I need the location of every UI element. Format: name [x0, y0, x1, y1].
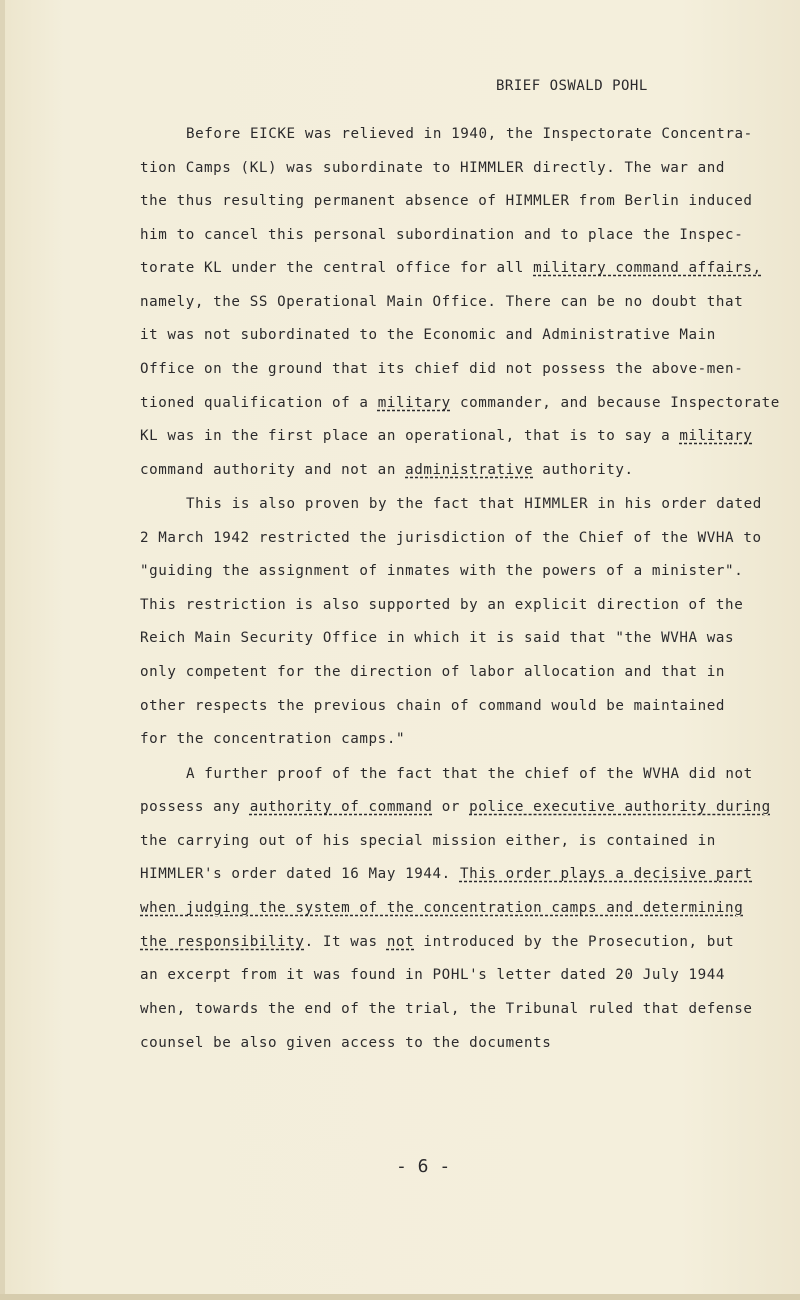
- text-segment: HIMMLER's order dated 16 May 1944.: [140, 866, 460, 882]
- underlined-text: administrative: [405, 462, 534, 478]
- text-line: [140, 934, 734, 950]
- underlined-text: not: [386, 934, 415, 950]
- paper-edge-bottom: [0, 1294, 800, 1300]
- text-line: [140, 428, 753, 444]
- text-segment: namely, the SS Operational Main Office. There can be no doubt that: [140, 294, 744, 310]
- text-line: [140, 361, 743, 377]
- text-segment: the carrying out of his special mission either, is contained in: [140, 833, 716, 849]
- text-line: [140, 530, 762, 546]
- text-segment: the thus resulting permanent absence of HIMMLER from Berlin induced: [140, 193, 753, 209]
- text-segment: This is also proven by the fact that HIMMLER in his order dated: [186, 496, 762, 512]
- text-line: [186, 496, 762, 512]
- text-segment: This restriction is also supported by an explicit direction of the: [140, 597, 744, 613]
- text-line: [140, 227, 743, 243]
- text-segment: an excerpt from it was found in POHL's letter dated 20 July 1944: [140, 967, 726, 983]
- text-segment: Before EICKE was relieved in 1940, the Inspectorate Concentra-: [186, 126, 753, 142]
- underlined-text: authority of command: [249, 799, 433, 815]
- text-line: [140, 327, 716, 343]
- text-line: [140, 193, 753, 209]
- text-line: [140, 1035, 551, 1051]
- text-segment: 2 March 1942 restricted the jurisdiction of the Chief of the WVHA to: [140, 530, 762, 546]
- text-segment: when, towards the end of the trial, the Tribunal ruled that defense: [140, 1001, 753, 1017]
- text-segment: Office on the ground that its chief did not possess the above-men-: [140, 361, 744, 377]
- text-line: [140, 833, 716, 849]
- text-segment: A further proof of the fact that the chief of the WVHA did not: [186, 766, 753, 782]
- text-line: [140, 462, 634, 478]
- text-line: [140, 664, 725, 680]
- text-line: [186, 126, 753, 142]
- text-segment: Reich Main Security Office in which it is said that "the WVHA was: [140, 630, 735, 646]
- text-segment: "guiding the assignment of inmates with the powers of a minister".: [140, 563, 744, 579]
- text-segment: commander, and because Inspectorate: [450, 395, 780, 411]
- text-segment: command authority and not an: [140, 462, 406, 478]
- text-segment: possess any: [140, 799, 250, 815]
- text-line: [140, 731, 405, 747]
- text-segment: it was not subordinated to the Economic and Administrative Main: [140, 327, 716, 343]
- underlined-text: military: [377, 395, 451, 411]
- text-line: [140, 698, 725, 714]
- text-segment: introduced by the Prosecution, but: [414, 934, 735, 950]
- text-segment: for the concentration camps.": [140, 731, 406, 747]
- text-line: [140, 630, 734, 646]
- text-segment: only competent for the direction of labor allocation and that in: [140, 664, 726, 680]
- underlined-text: when judging the system of the concentration camps and determining: [140, 900, 744, 916]
- text-line: [140, 563, 743, 579]
- text-line: [140, 160, 725, 176]
- underlined-text: the responsibility: [140, 934, 305, 950]
- text-line: [140, 799, 771, 815]
- text-line: [140, 967, 725, 983]
- text-line: [140, 597, 743, 613]
- text-segment: other respects the previous chain of command would be maintained: [140, 698, 726, 714]
- underlined-text: police executive authority during: [469, 799, 771, 815]
- text-segment: counsel be also given access to the documents: [140, 1035, 552, 1051]
- text-line: [140, 1001, 753, 1017]
- underlined-text: This order plays a decisive part: [459, 866, 753, 882]
- text-line: [140, 294, 743, 310]
- text-segment: tioned qualification of a: [140, 395, 378, 411]
- text-line: [140, 900, 743, 916]
- underlined-text: military command affairs,: [533, 260, 762, 276]
- page-number: - 6 -: [396, 1156, 451, 1177]
- text-segment: KL was in the first place an operational, that is to say a: [140, 428, 680, 444]
- text-line: [186, 766, 753, 782]
- text-segment: tion Camps (KL) was subordinate to HIMMLER directly. The war and: [140, 160, 726, 176]
- paper-edge-left: [0, 0, 5, 1300]
- document-header: BRIEF OSWALD POHL: [496, 78, 648, 94]
- text-line: [140, 260, 762, 276]
- underlined-text: military: [679, 428, 753, 444]
- text-line: [140, 395, 780, 411]
- text-segment: torate KL under the central office for all: [140, 260, 534, 276]
- text-segment: authority.: [533, 462, 634, 478]
- text-segment: . It was: [304, 934, 387, 950]
- text-segment: or: [432, 799, 470, 815]
- text-line: [140, 866, 753, 882]
- text-segment: him to cancel this personal subordination and to place the Inspec-: [140, 227, 744, 243]
